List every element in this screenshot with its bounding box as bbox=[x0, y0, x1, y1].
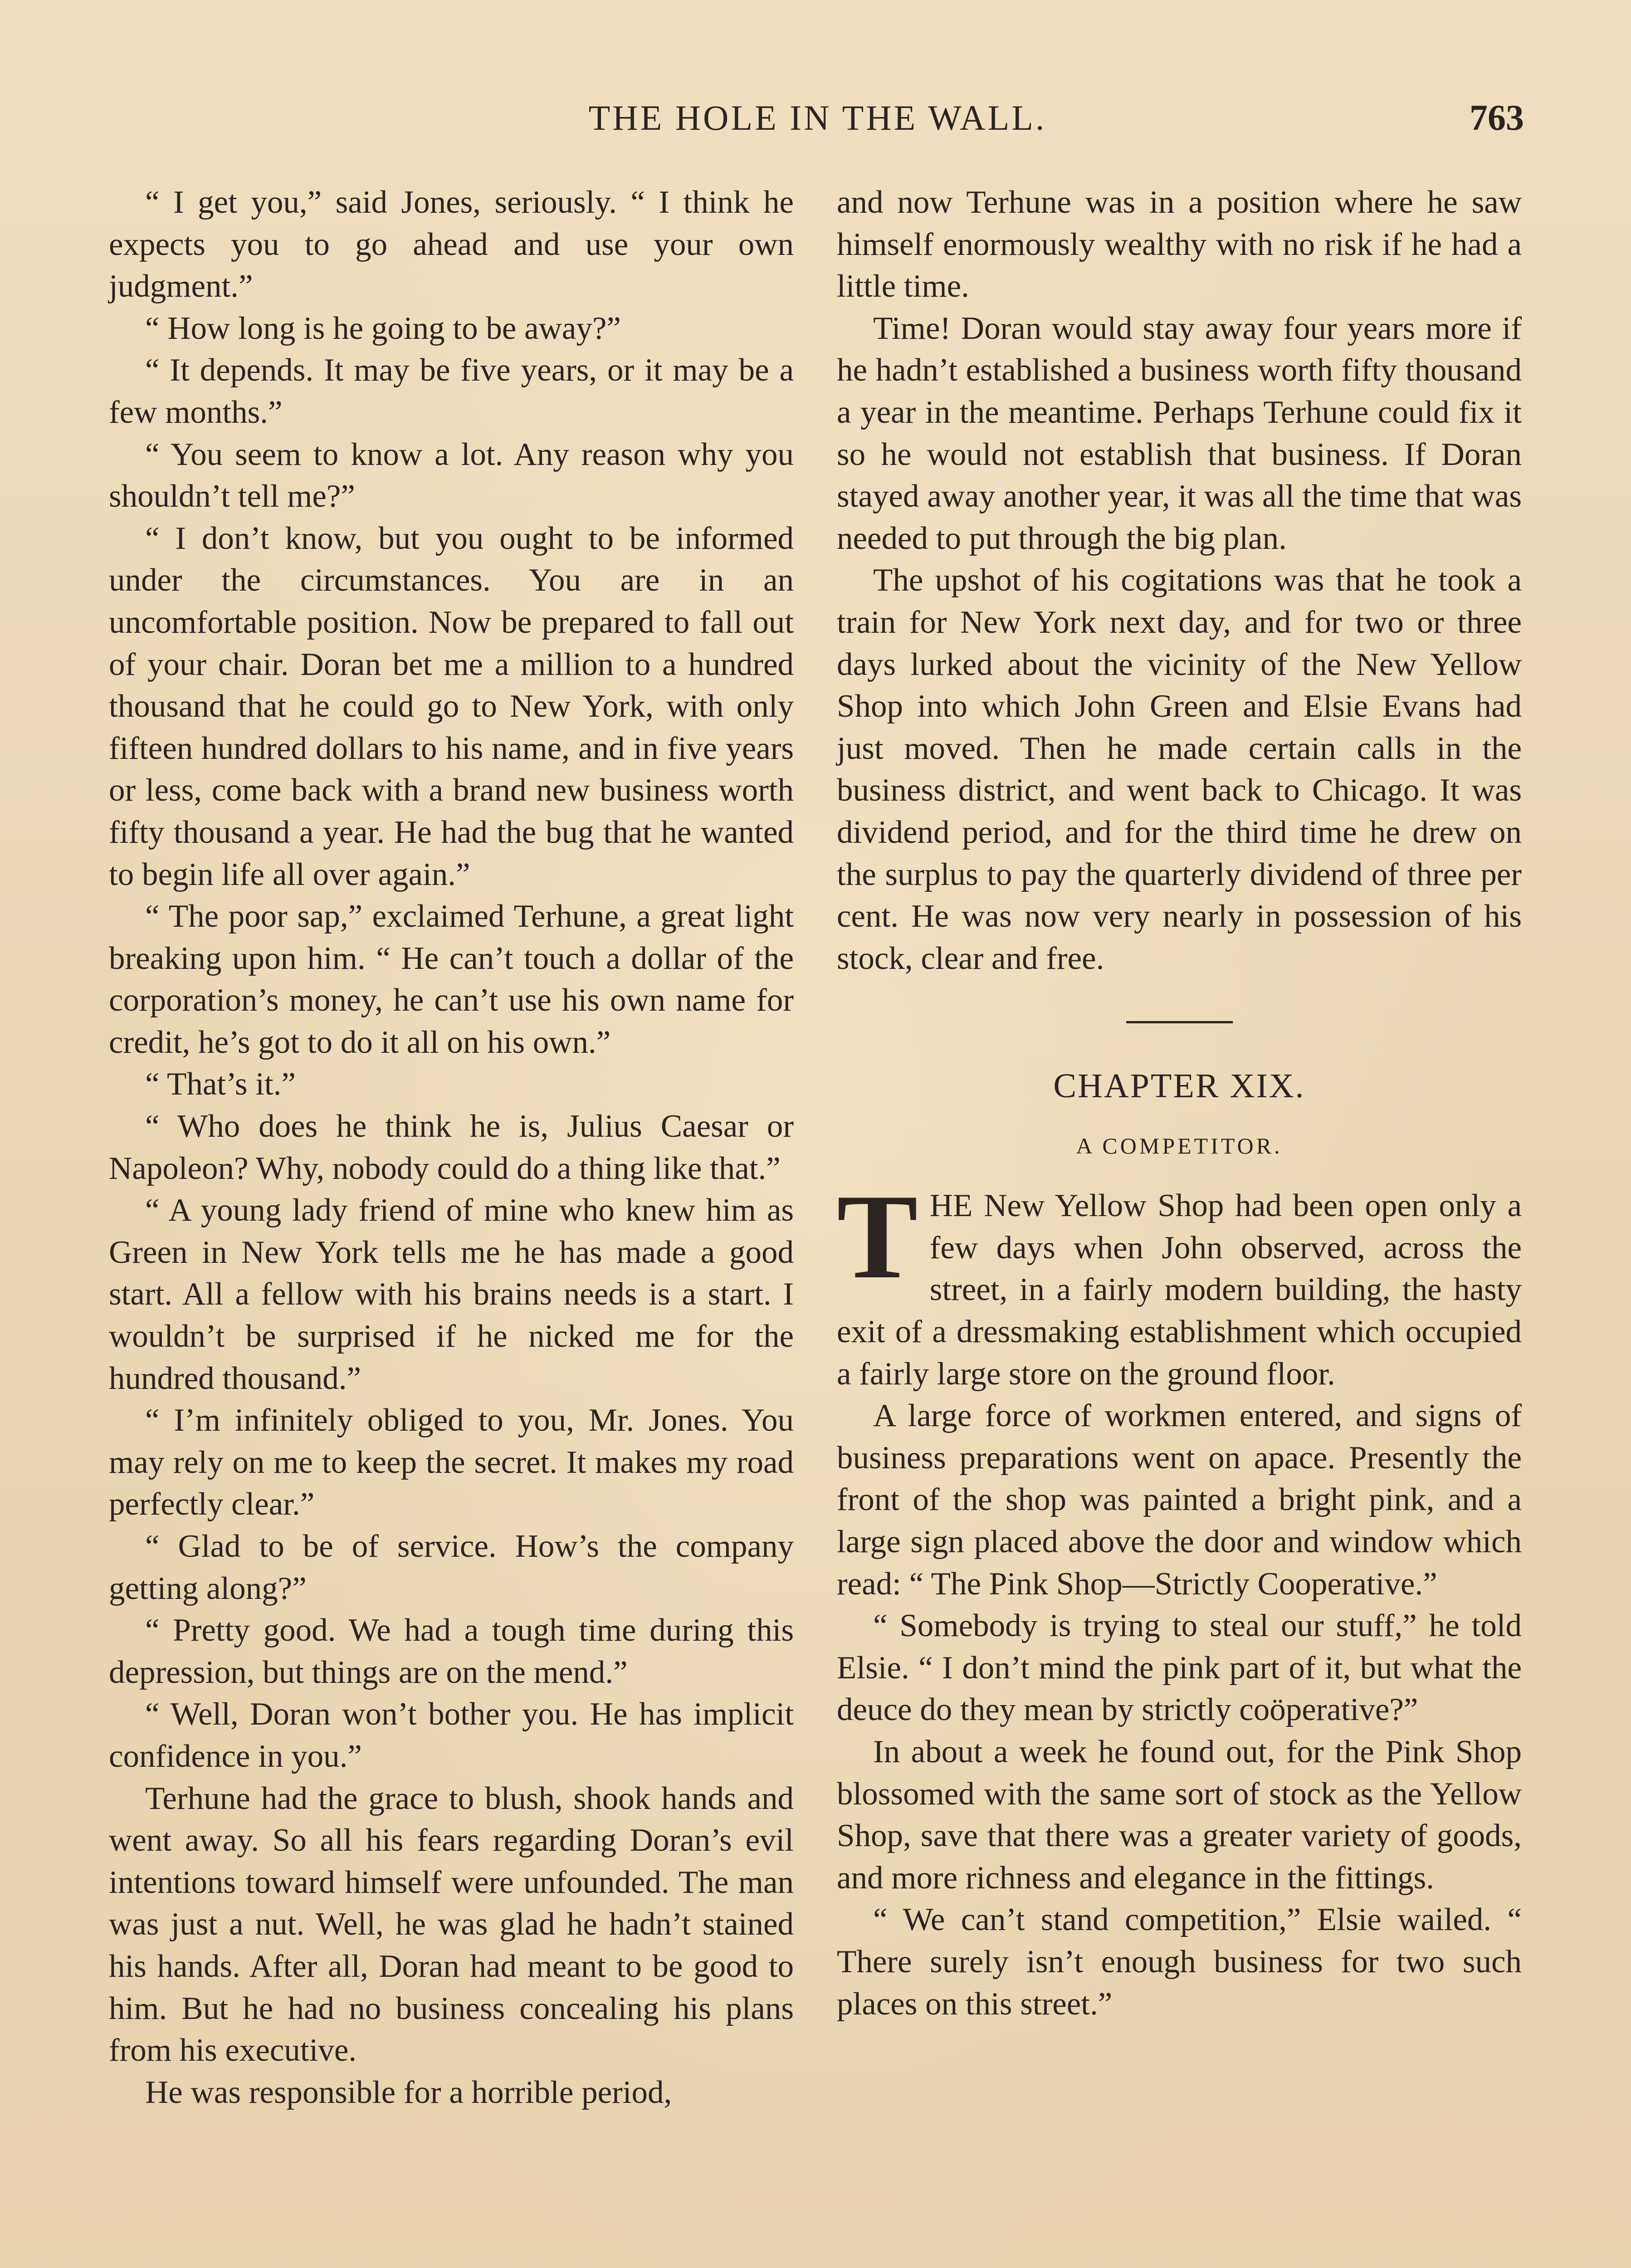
opening-paragraph bbox=[837, 1169, 1522, 1395]
paragraph: He was responsible for a horrible period, bbox=[145, 2074, 672, 2110]
right-column bbox=[837, 181, 1522, 2025]
paragraph: “ Well, Doran won’t bother you. He has implicit confidence in you.” bbox=[109, 1696, 794, 1774]
paragraph: “ A young lady friend of mine who knew him as Green in New York tells me he has made a good start. All a fellow with his brains needs is a start. I wouldn’t be surprised if he nicked me for the hundred thousand.” bbox=[109, 1193, 794, 1396]
paragraph: “ Glad to be of service. How’s the company getting along?” bbox=[109, 1529, 794, 1606]
drop-cap: T bbox=[837, 1169, 918, 1304]
page-number: 763 bbox=[1470, 98, 1524, 138]
paragraph: “ Pretty good. We had a tough time during this depression, but things are on the mend.” bbox=[109, 1613, 794, 1690]
running-title: THE HOLE IN THE WALL. bbox=[588, 98, 1047, 137]
paragraph: and now Terhune was in a position where he saw himself enormously wealthy with no risk if he had a little time. bbox=[837, 185, 1522, 304]
opening-paragraph-text: HE New Yellow Shop had been open only a few days when John observed, across the street, in a fairly modern building, the hasty exit of a dressmaking establishment which occupied a fairly large store on the ground floor. bbox=[837, 1188, 1522, 1392]
paragraph: In about a week he found out, for the Pink Shop blossomed with the same sort of stock as the Yellow Shop, save that there was a greater variety of goods, and more richness and elegance in the fittings. bbox=[837, 1734, 1522, 1896]
paragraph: “ The poor sap,” exclaimed Terhune, a great light breaking upon him. “ He can’t touch a dollar of the corporation’s money, he can’t use his own name for credit, he’s got to do it all on his own.” bbox=[109, 899, 794, 1060]
paragraph: “ I’m infinitely obliged to you, Mr. Jones. You may rely on me to keep the secret. It makes my road perfectly clear.” bbox=[109, 1403, 794, 1522]
paragraph: Terhune had the grace to blush, shook hands and went away. So all his fears regarding Doran’s evil intentions toward himself were unfounded. The man was just a nut. Well, he was glad he hadn’t stained his hands. After all, Doran had meant to be good to him. But he had no business concealing his plans from his executive. bbox=[109, 1780, 794, 2068]
paragraph: The upshot of his cogitations was that he took a train for New York next day, and for two or three days lurked about the vicinity of the New Yellow Shop into which John Green and Elsie Evans had just moved. Then he made certain calls in the business district, and went back to Chicago. It was dividend period, and for the third time he drew on the surplus to pay the quarterly dividend of three per cent. He was now very nearly in possession of his stock, clear and free. bbox=[837, 562, 1522, 976]
left-column bbox=[109, 181, 794, 2113]
paragraph: “ I don’t know, but you ought to be informed under the circumstances. You are in an uncomfortable position. Now be prepared to fall out of your chair. Doran bet me a million to a hundred thousand that he could go to New York, with only fifteen hundred dollars to his name, and in five years or less, come back with a brand new business worth fifty thousand a year. He had the bug that he wanted to begin life all over again.” bbox=[109, 520, 794, 892]
paragraph: “ I get you,” said Jones, seriously. “ I think he expects you to go ahead and use your own judgment.” bbox=[109, 185, 794, 304]
paragraph: “ That’s it.” bbox=[145, 1066, 296, 1102]
paragraph: “ You seem to know a lot. Any reason why you shouldn’t tell me?” bbox=[109, 436, 794, 514]
paragraph: “ How long is he going to be away?” bbox=[145, 310, 621, 346]
paragraph: “ We can’t stand competition,” Elsie wailed. “ There surely isn’t enough business for two such places on this street.” bbox=[837, 1902, 1522, 2022]
paragraph: “ Somebody is trying to steal our stuff,” he told Elsie. “ I don’t mind the pink part of it, but what the deuce do they mean by strictly coöperative?” bbox=[837, 1608, 1522, 1728]
chapter-subtitle: A COMPETITOR. bbox=[1076, 1133, 1283, 1159]
paragraph: A large force of workmen entered, and signs of business preparations went on apace. Presently the front of the shop was painted a bright pink, and a large sign placed above the door and window which read: “ The Pink Shop—Strictly Cooperative.” bbox=[837, 1398, 1522, 1602]
chapter-title: CHAPTER XIX. bbox=[1053, 1067, 1305, 1105]
section-divider bbox=[1126, 1021, 1233, 1023]
paragraph: “ Who does he think he is, Julius Caesar or Napoleon? Why, nobody could do a thing like that.” bbox=[109, 1109, 794, 1186]
paragraph: “ It depends. It may be five years, or it may be a few months.” bbox=[109, 352, 794, 430]
paragraph: Time! Doran would stay away four years more if he hadn’t established a business worth fifty thousand a year in the meantime. Perhaps Terhune could fix it so he would not establish that business. If Doran stayed away another year, it was all the time that was needed to put through the big plan. bbox=[837, 310, 1522, 556]
running-head bbox=[111, 93, 1524, 143]
